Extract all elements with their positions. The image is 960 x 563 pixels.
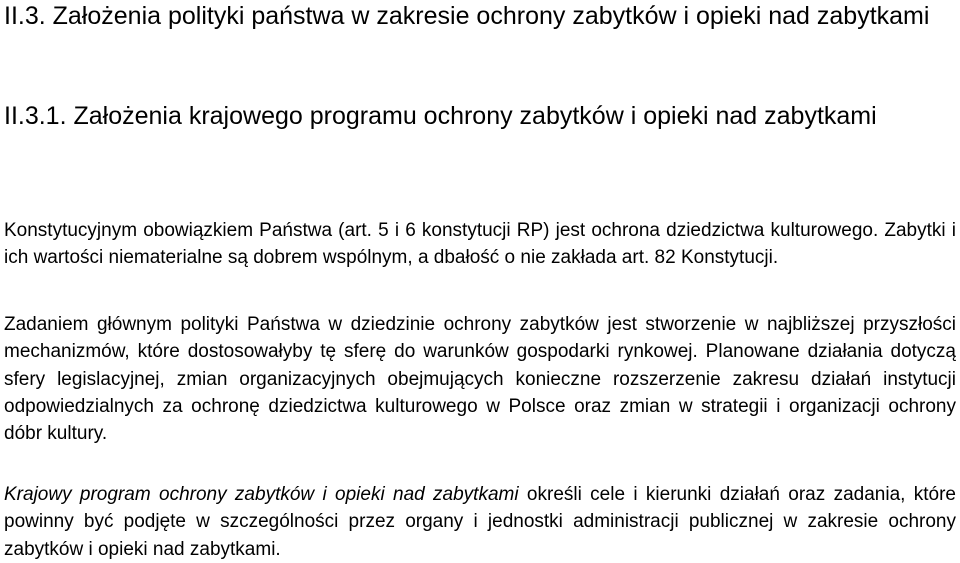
program-title: Krajowy program ochrony zabytków i opieki nad zabytkami: [4, 484, 519, 505]
paragraph-constitution: Konstytucyjnym obowiązkiem Państwa (art. 5 i 6 konstytucji RP) jest ochrona dziedzictwa kulturowego. Zabytki i ich wartości niematerialne są dobrem wspólnym, a dbałość o nie zakłada art. 82 Konstytucji.: [4, 220, 956, 269]
paragraph-program-text: określi cele i kierunki działań oraz zadania, które powinny być podjęte w szczególności przez organy i jednostki administracji publicznej w zakresie ochrony zabytków i opieki nad zabytkami.: [4, 484, 956, 560]
paragraph-main-task: Zadaniem głównym polityki Państwa w dziedzinie ochrony zabytków jest stworzenie w najbliższej przyszłości mechanizmów, które dostosowałyby tę sferę do warunków gospodarki rynkowej. Planowane działania dotyczą sfery legislacyjnej, zmian organizacyjnych obejmujących konieczne rozszerzenie zakresu działań instytucji odpowiedzialnych za ochronę dziedzictwa kulturowego w Polsce oraz zmian w strategii i organizacji ochrony dóbr kultury.: [4, 314, 956, 445]
subsection-heading: II.3.1. Założenia krajowego programu ochrony zabytków i opieki nad zabytkami: [4, 102, 877, 130]
paragraph-program: [4, 481, 956, 563]
section-heading: II.3. Założenia polityki państwa w zakresie ochrony zabytków i opieki nad zabytkami: [4, 2, 930, 30]
